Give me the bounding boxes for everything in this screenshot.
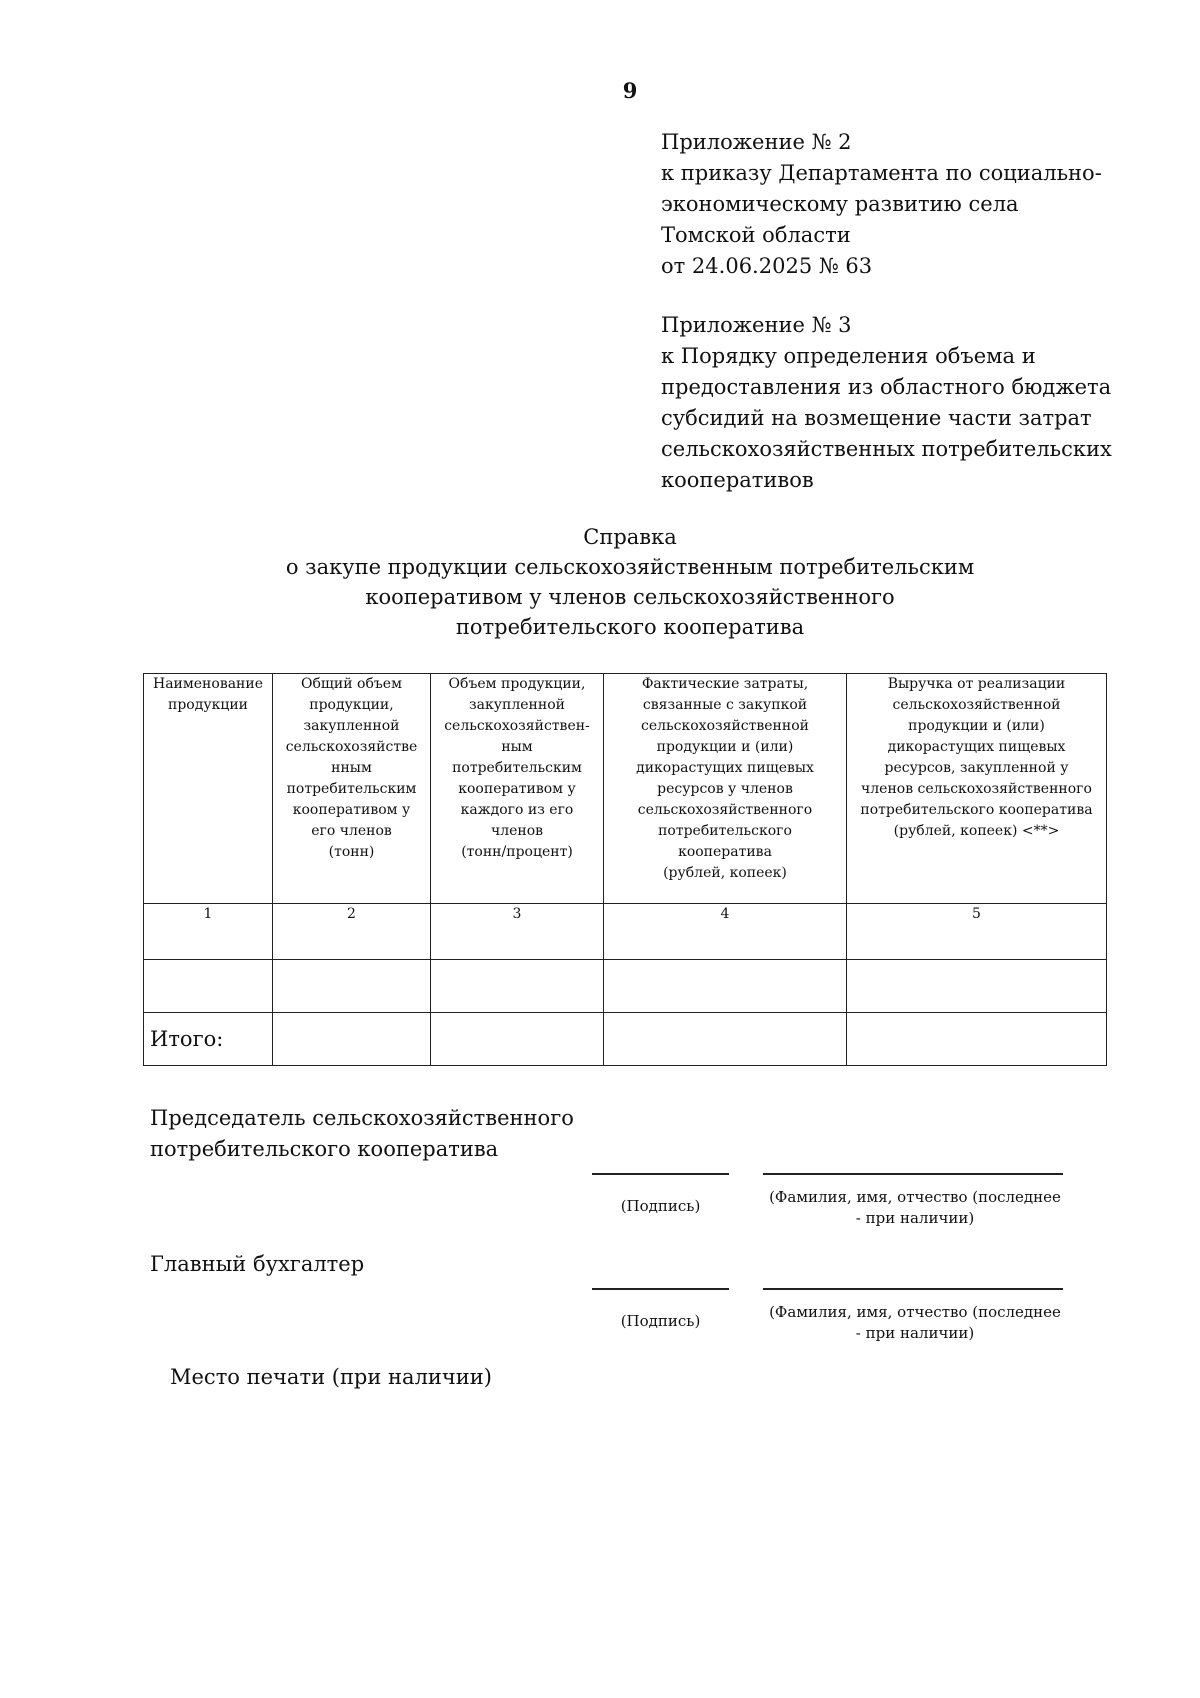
header-cell-total-volume: Общий объем продукции, закупленной сельскохозяйстве нным потребительским кооперативом у его членов (тонн) xyxy=(273,674,431,904)
page-number: 9 xyxy=(622,78,638,103)
accountant-signature-caption: (Подпись) xyxy=(620,1312,701,1330)
empty-cell xyxy=(431,960,604,1013)
header-cell-actual-costs: Фактические затраты, связанные с закупкой сельскохозяйственной продукции и (или) дикорастущих пищевых ресурсов у членов сельскохозяйственного потребительского кооператива (рублей, копеек) xyxy=(604,674,847,904)
appendix-line: Томской области xyxy=(661,223,851,247)
table-row xyxy=(144,960,1107,1013)
empty-cell xyxy=(431,1013,604,1066)
accountant-name-caption: (Фамилия, имя, отчество (последнее - при наличии) xyxy=(769,1303,1061,1342)
header-cell-product-name: Наименование продукции xyxy=(144,674,273,904)
header-cell-sales-revenue: Выручка от реализации сельскохозяйственной продукции и (или) дикорастущих пищевых ресурсов, закупленной у членов сельскохозяйственного потребительского кооператива (рублей, копеек) <**> xyxy=(847,674,1107,904)
appendix-2-reference xyxy=(661,127,1102,282)
column-number-cell: 1 xyxy=(144,904,273,960)
empty-cell xyxy=(144,960,273,1013)
column-number-row xyxy=(144,904,1107,960)
appendix-line: от 24.06.2025 № 63 xyxy=(661,254,873,278)
appendix-line: к приказу Департамента по социально- xyxy=(661,161,1102,185)
appendix-line: предоставления из областного бюджета xyxy=(661,375,1112,399)
header-cell-member-volume: Объем продукции, закупленной сельскохозяйствен- ным потребительским кооперативом у каждого из его членов (тонн/процент) xyxy=(431,674,604,904)
empty-cell xyxy=(273,1013,431,1066)
empty-cell xyxy=(604,960,847,1013)
chairman-title: Председатель сельскохозяйственного потребительского кооператива xyxy=(150,1106,574,1161)
total-row xyxy=(144,1013,1107,1066)
appendix-line: Приложение № 3 xyxy=(661,313,852,337)
empty-cell xyxy=(847,1013,1107,1066)
column-number-cell: 5 xyxy=(847,904,1107,960)
empty-cell xyxy=(604,1013,847,1066)
accountant-signature-line xyxy=(592,1288,729,1290)
title-line: о закупе продукции сельскохозяйственным потребительским xyxy=(285,555,975,579)
accountant-title: Главный бухгалтер xyxy=(150,1252,365,1276)
appendix-line: Приложение № 2 xyxy=(661,130,852,154)
empty-cell xyxy=(273,960,431,1013)
chairman-name-line xyxy=(763,1173,1063,1175)
column-number-cell: 2 xyxy=(273,904,431,960)
appendix-line: сельскохозяйственных потребительских xyxy=(661,437,1112,461)
empty-cell xyxy=(847,960,1107,1013)
appendix-line: кооперативов xyxy=(661,468,814,492)
procurement-table xyxy=(143,673,1107,1066)
title-line: потребительского кооператива xyxy=(455,615,805,639)
appendix-line: субсидий на возмещение части затрат xyxy=(661,406,1092,430)
chairman-name-caption: (Фамилия, имя, отчество (последнее - при наличии) xyxy=(769,1188,1061,1227)
accountant-name-line xyxy=(763,1288,1063,1290)
appendix-line: экономическому развитию села xyxy=(661,192,1019,216)
title-line: Справка xyxy=(583,525,677,549)
appendix-line: к Порядку определения объема и xyxy=(661,344,1036,368)
stamp-place-label: Место печати (при наличии) xyxy=(170,1365,492,1389)
document-title xyxy=(200,522,1060,642)
column-number-cell: 3 xyxy=(431,904,604,960)
column-number-cell: 4 xyxy=(604,904,847,960)
title-line: кооперативом у членов сельскохозяйственного xyxy=(365,585,895,609)
total-label: Итого: xyxy=(144,1013,273,1066)
table-header-row xyxy=(144,674,1107,904)
chairman-signature-caption: (Подпись) xyxy=(620,1197,701,1215)
chairman-signature-line xyxy=(592,1173,729,1175)
appendix-3-reference xyxy=(661,310,1112,496)
